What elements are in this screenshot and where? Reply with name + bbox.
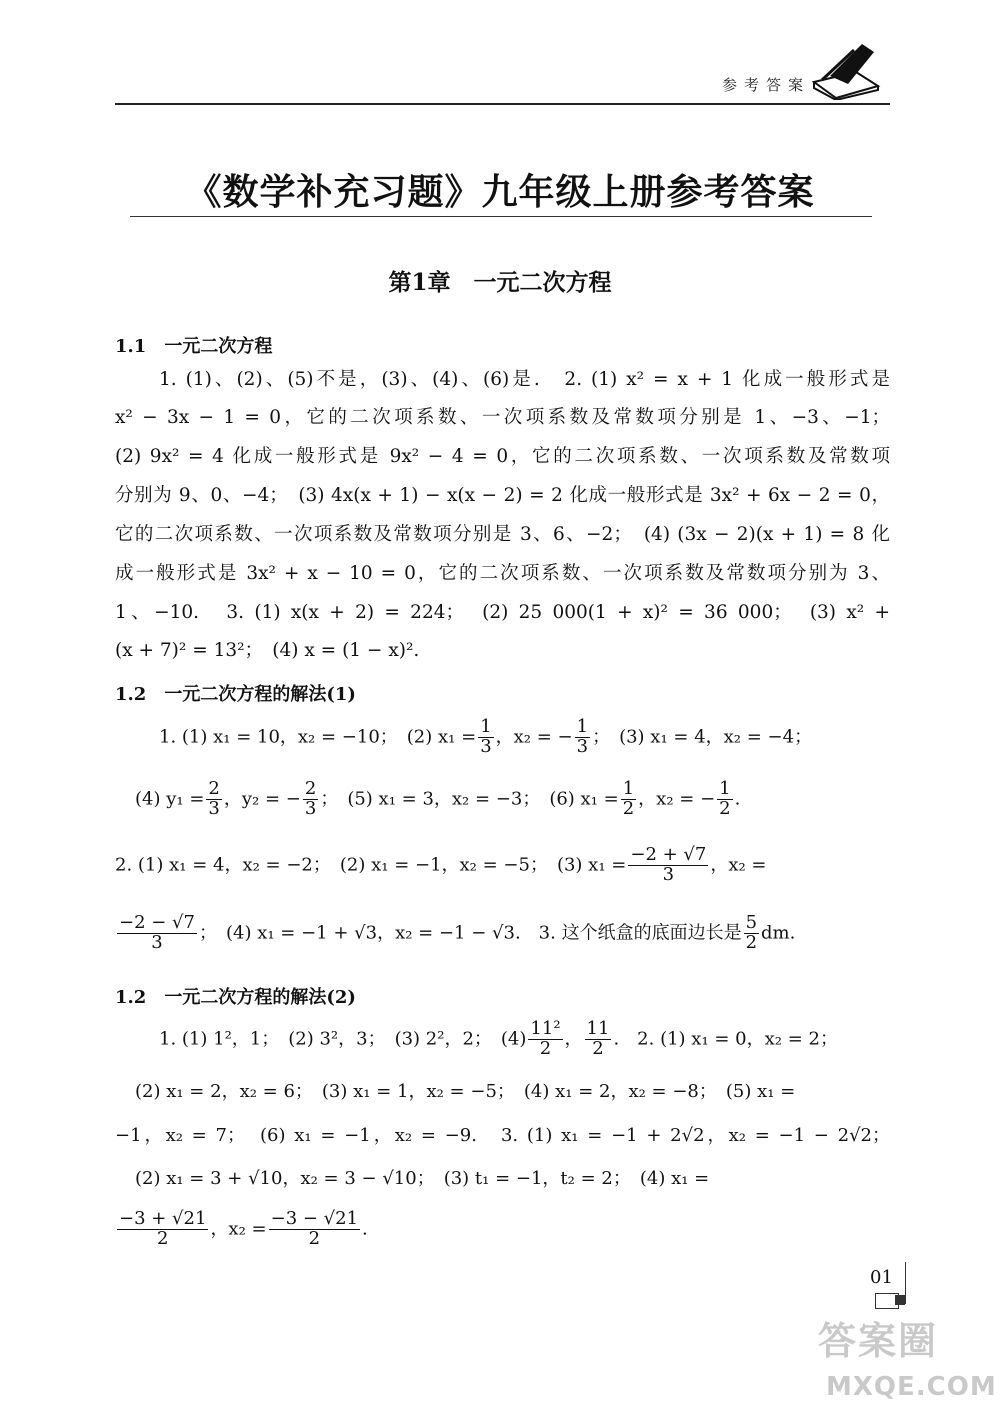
fraction: $\frac{2}{3}$ xyxy=(304,778,317,819)
running-header: 参考答案 xyxy=(721,76,810,94)
fraction: $\frac{11}{2}$ xyxy=(586,1018,610,1059)
fraction: $\frac{1}{3}$ xyxy=(480,716,492,757)
answer-line: (4) y₁ = $\frac{2}{3}$ ，y₂ = − $\frac{2}{3}$ ； (5) x₁ = 3，x₂ = −3； (6) x₁ = $\frac{1}{2}$ ，x₂ = − $\frac{1}{2}$ . xyxy=(135,778,741,819)
fraction: $\frac{2}{3}$ xyxy=(208,778,220,819)
answer-line: 分别为 9、0、−4； (3) 4x(x + 1) − x(x − 2) = 2 化成一般形式是 3x² + 6x − 2 = 0， xyxy=(115,485,890,506)
book-icon xyxy=(808,42,882,100)
page-marker-block xyxy=(895,1295,905,1305)
answer-line: 1. (1) x₁ = 10，x₂ = −10； (2) x₁ = $\frac{1}{3}$ ，x₂ = − $\frac{1}{3}$ ； (3) x₁ = 4，x₂ = −4； xyxy=(159,716,813,757)
fraction: $\frac{-2 + √7}{3}$ xyxy=(630,844,707,885)
page-number: 01 xyxy=(870,1267,893,1288)
answer-line: $\frac{-2 - √7}{3}$ ； (4) x₁ = −1 + √3，x₂ = −1 − √3. 3. 这个纸盒的底面边长是 $\frac{5}{2}$ dm. xyxy=(119,912,796,953)
answer-line: 1. (1)、(2)、(5)不是，(3)、(4)、(6)是. 2. (1) x² = x + 1 化成一般形式是 xyxy=(159,369,890,390)
section-heading: 1.1 一元二次方程 xyxy=(115,336,273,357)
answer-line: 1. (1) 1²，1； (2) 3²，3； (3) 2²，2； (4) $\frac{\text{11²}}{2}$ ， $\frac{11}{2}$ . 2. (1) x₁ = 0，x₂ = 2； xyxy=(159,1018,838,1059)
answer-line: $\frac{-3 + √21}{2}$ ，x₂ = $\frac{-3 - √21}{2}$ . xyxy=(119,1208,368,1249)
fraction: $\frac{-3 - √21}{2}$ xyxy=(270,1208,359,1249)
page-number-rule xyxy=(905,1262,906,1304)
fraction: $\frac{1}{3}$ xyxy=(576,716,589,757)
answer-line: 成一般形式是 3x² + x − 10 = 0，它的二次项系数、一次项系数及常数项分别为 3、 xyxy=(115,563,890,584)
page-title: 《数学补充习题》九年级上册参考答案 xyxy=(185,171,815,213)
title-rule xyxy=(130,216,872,217)
header-rule xyxy=(115,103,890,105)
answer-line: 它的二次项系数、一次项系数及常数项分别是 3、6、−2； (4) (3x − 2)(x + 1) = 8 化 xyxy=(115,524,890,545)
answer-line: (2) x₁ = 2，x₂ = 6； (3) x₁ = 1，x₂ = −5； (4) x₁ = 2，x₂ = −8； (5) x₁ = xyxy=(135,1081,796,1102)
answer-line: −1，x₂ = 7； (6) x₁ = −1，x₂ = −9. 3. (1) x₁ = −1 + 2√2，x₂ = −1 − 2√2； xyxy=(115,1125,890,1146)
fraction: $\frac{5}{2}$ xyxy=(745,912,758,953)
section-heading: 1.2 一元二次方程的解法(2) xyxy=(115,987,356,1008)
fraction: $\frac{\text{11²}}{2}$ xyxy=(530,1018,561,1059)
watermark-text: 答案圈 xyxy=(818,1318,939,1363)
answer-line: (2) 9x² = 4 化成一般形式是 9x² − 4 = 0，它的二次项系数、一次项系数及常数项 xyxy=(115,446,890,467)
chapter-heading: 第1章 一元二次方程 xyxy=(388,269,612,296)
watermark-url: MXQE.COM xyxy=(826,1372,997,1402)
fraction: $\frac{-2 - √7}{3}$ xyxy=(119,912,195,953)
answer-line: 1、−10. 3. (1) x(x + 2) = 224； (2) 25 000(1 + x)² = 36 000； (3) x² + xyxy=(115,602,890,623)
answer-line: 2. (1) x₁ = 4，x₂ = −2； (2) x₁ = −1，x₂ = −5； (3) x₁ = $\frac{-2 + √7}{3}$ ，x₂ = xyxy=(115,844,767,885)
answer-line: (2) x₁ = 3 + √10，x₂ = 3 − √10； (3) t₁ = −1，t₂ = 2； (4) x₁ = xyxy=(135,1168,710,1189)
answer-line: x² − 3x − 1 = 0，它的二次项系数、一次项系数及常数项分别是 1、−3、−1； xyxy=(115,407,890,428)
section-heading: 1.2 一元二次方程的解法(1) xyxy=(115,684,356,705)
fraction: $\frac{-3 + √21}{2}$ xyxy=(119,1208,207,1249)
fraction: $\frac{1}{2}$ xyxy=(622,778,635,819)
fraction: $\frac{1}{2}$ xyxy=(719,778,731,819)
answer-line: (x + 7)² = 13²； (4) x = (1 − x)². xyxy=(115,640,420,661)
